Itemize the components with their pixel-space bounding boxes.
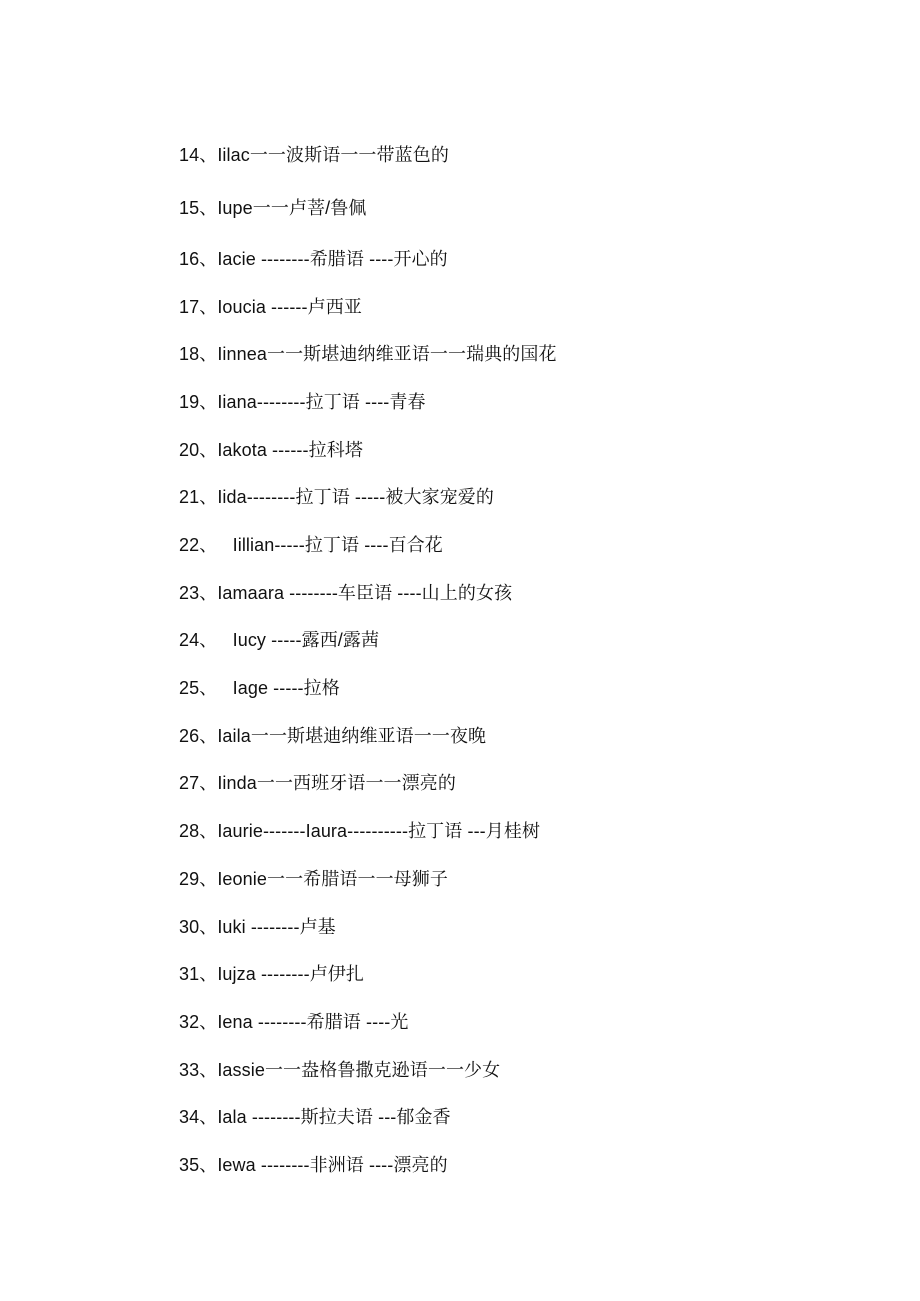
list-item: 16、Iacie --------希腊语 ----开心的 xyxy=(179,249,448,269)
list-item: 20、Iakota ------拉科塔 xyxy=(179,440,363,460)
list-item: 22、 Iillian-----拉丁语 ----百合花 xyxy=(179,535,443,555)
list-item: 15、Iupe一一卢菩/鲁佩 xyxy=(179,198,367,218)
list-item: 30、Iuki --------卢基 xyxy=(179,917,336,937)
list-item: 17、Ioucia ------卢西亚 xyxy=(179,297,362,317)
list-item: 25、 Iage -----拉格 xyxy=(179,678,340,698)
list-item: 19、Iiana--------拉丁语 ----青春 xyxy=(179,392,426,412)
list-item: 23、Iamaara --------车臣语 ----山上的女孩 xyxy=(179,583,513,603)
list-item: 14、Iilac一一波斯语一一带蓝色的 xyxy=(179,145,449,165)
list-item: 26、Iaila一一斯堪迪纳维亚语一一夜晚 xyxy=(179,726,487,746)
list-item: 29、Ieonie一一希腊语一一母狮子 xyxy=(179,869,448,889)
list-item: 33、Iassie一一盎格鲁撒克逊语一一少女 xyxy=(179,1060,501,1080)
list-item: 27、Iinda一一西班牙语一一漂亮的 xyxy=(179,773,456,793)
list-item: 18、Iinnea一一斯堪迪纳维亚语一一瑞典的国花 xyxy=(179,344,557,364)
list-item: 32、Iena --------希腊语 ----光 xyxy=(179,1012,409,1032)
list-item: 28、Iaurie-------Iaura----------拉丁语 ---月桂树 xyxy=(179,821,541,841)
list-item: 31、Iujza --------卢伊扎 xyxy=(179,964,364,984)
list-item: 24、 Iucy -----露西/露茜 xyxy=(179,630,380,650)
list-item: 35、Iewa --------非洲语 ----漂亮的 xyxy=(179,1155,448,1175)
list-item: 21、Iida--------拉丁语 -----被大家宠爱的 xyxy=(179,487,494,507)
list-item: 34、Iala --------斯拉夫语 ---郁金香 xyxy=(179,1107,451,1127)
